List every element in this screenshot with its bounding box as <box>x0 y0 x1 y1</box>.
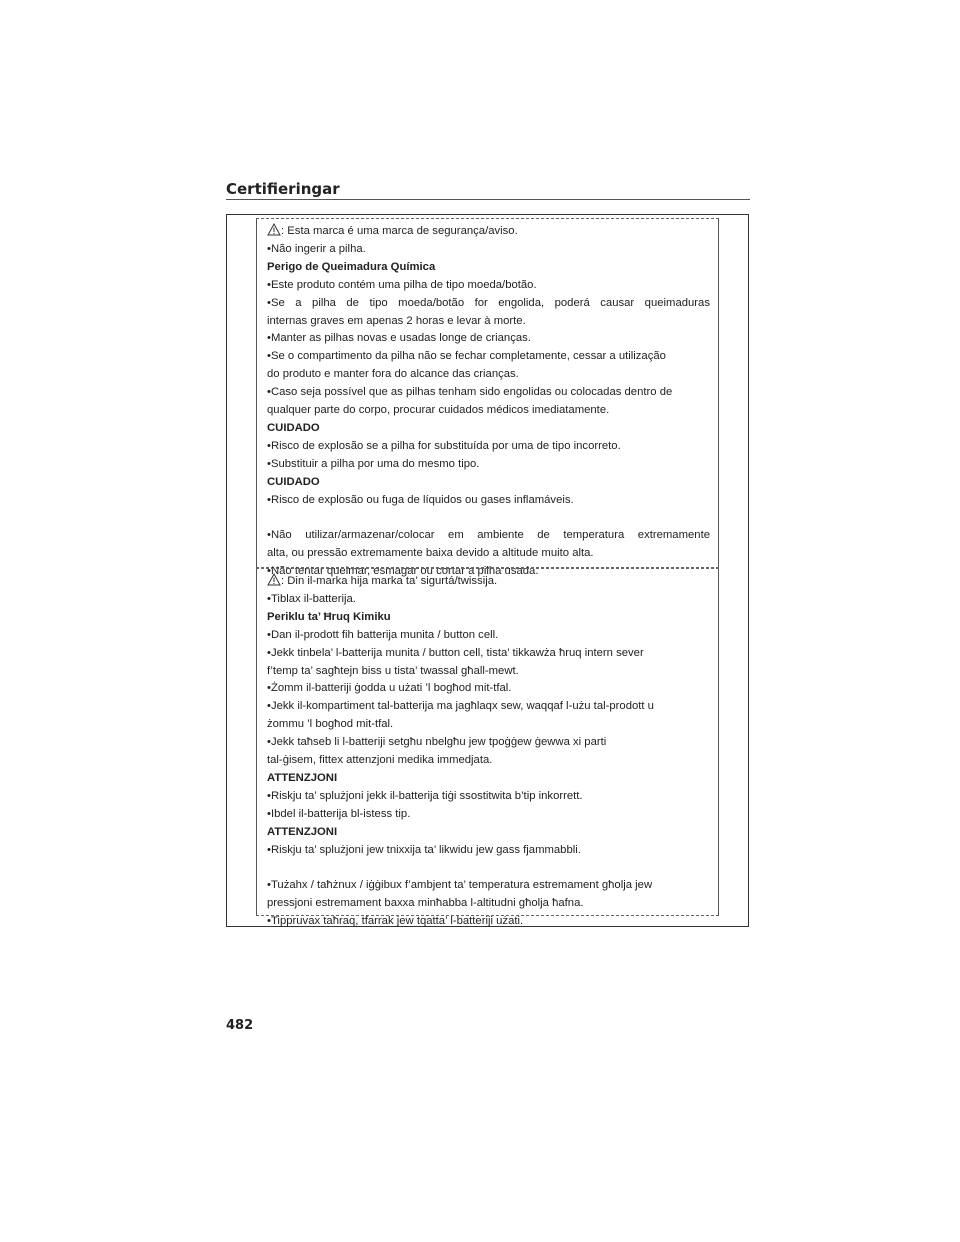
instruction-line: •Risco de explosão se a pilha for substituída por uma de tipo incorreto. <box>267 439 621 452</box>
instruction-line: •Riskju ta’ splużjoni jew tnixxija ta’ likwidu jew gass fjammabbli. <box>267 843 581 856</box>
instruction-line: •Tippruvax taħraq, tfarrak jew tqatta’ l-batteriji użati. <box>267 915 524 928</box>
section-title: Certifieringar <box>226 180 340 198</box>
instruction-line: •Se a pilha de tipo moeda/botão for engolida, poderá causar queimaduras <box>267 296 710 309</box>
instruction-line: •Riskju ta’ splużjoni jekk il-batterija tiġi ssostitwita b’tip inkorrett. <box>267 789 583 802</box>
instruction-line: tal-ġisem, fittex attenzjoni medika immedjata. <box>267 754 493 767</box>
hazard-heading: Perigo de Queimadura Química <box>267 260 436 273</box>
instruction-line: •Risco de explosão ou fuga de líquidos ou gases inflamáveis. <box>267 493 574 506</box>
page-number: 482 <box>226 1018 254 1033</box>
warning-symbol-text: : Esta marca é uma marca de segurança/aviso. <box>281 225 518 237</box>
warning-symbol-line <box>267 573 710 591</box>
instruction-line: żommu ’l bogħod mit-tfal. <box>267 718 394 731</box>
warning-triangle-icon <box>267 573 281 586</box>
instruction-line: do produto e manter fora do alcance das crianças. <box>267 368 519 381</box>
warning-symbol-line <box>267 223 710 241</box>
instruction-line: •Jekk il-kompartiment tal-batterija ma jagħlaqx sew, waqqaf l-użu tal-prodott u <box>267 700 654 713</box>
instruction-line: •Se o compartimento da pilha não se fechar completamente, cessar a utilização <box>267 350 666 363</box>
instruction-line: pressjoni estremament baxxa minħabba l-altitudni għolja ħafna. <box>267 897 584 910</box>
instruction-line: alta, ou pressão extremamente baixa devido a altitude muito alta. <box>267 547 594 560</box>
instruction-line: •Este produto contém uma pilha de tipo moeda/botão. <box>267 278 537 291</box>
instruction-line: •Manter as pilhas novas e usadas longe de crianças. <box>267 332 531 345</box>
title-divider <box>226 199 750 200</box>
warning-triangle-icon <box>267 223 281 236</box>
instruction-line: •Dan il-prodott fih batterija munita / button cell. <box>267 628 499 641</box>
spacer <box>267 860 710 878</box>
instruction-line: •Substituir a pilha por uma do mesmo tipo. <box>267 457 480 470</box>
instruction-line: •Jekk taħseb li l-batteriji setgħu nbelgħu jew tpoġġew ġewwa xi parti <box>267 736 607 749</box>
hazard-heading: Periklu ta’ Ħruq Kimiku <box>267 610 391 623</box>
instruction-line: •Jekk tinbela’ l-batterija munita / button cell, tista’ tikkawża ħruq intern sever <box>267 646 644 659</box>
portuguese-battery-warning <box>256 218 719 578</box>
instruction-line: •Caso seja possível que as pilhas tenham sido engolidas ou colocadas dentro de <box>267 386 673 399</box>
instruction-line: •Żomm il-batteriji ġodda u użati ’l bogħod mit-tfal. <box>267 682 512 695</box>
instruction-line: •Não tentar queimar, esmagar ou cortar a pilha usada. <box>267 565 539 578</box>
instruction-line: internas graves em apenas 2 horas e levar à morte. <box>267 314 526 327</box>
instruction-line: •Não ingerir a pilha. <box>267 242 366 255</box>
warning-symbol-text: : Din il-marka hija marka ta’ sigurtá/twissija. <box>281 575 498 587</box>
instruction-line: •Ibdel il-batterija bl-istess tip. <box>267 807 411 820</box>
maltese-battery-warning <box>256 568 719 928</box>
instruction-line: •Tużahx / taħżnux / iġġibux f’ambjent ta’ temperatura estremament għolja jew <box>267 879 653 892</box>
spacer <box>267 509 710 527</box>
caution-heading: ATTENZJONI <box>267 825 338 838</box>
instruction-line: qualquer parte do corpo, procurar cuidados médicos imediatamente. <box>267 404 610 417</box>
caution-heading: CUIDADO <box>267 475 320 488</box>
instruction-line: •Não utilizar/armazenar/colocar em ambiente de temperatura extremamente <box>267 529 710 542</box>
instruction-line: f’temp ta’ sagħtejn biss u tista’ twassal għall-mewt. <box>267 664 519 677</box>
instruction-line: •Tiblax il-batterija. <box>267 592 356 605</box>
caution-heading: ATTENZJONI <box>267 771 338 784</box>
caution-heading: CUIDADO <box>267 421 320 434</box>
